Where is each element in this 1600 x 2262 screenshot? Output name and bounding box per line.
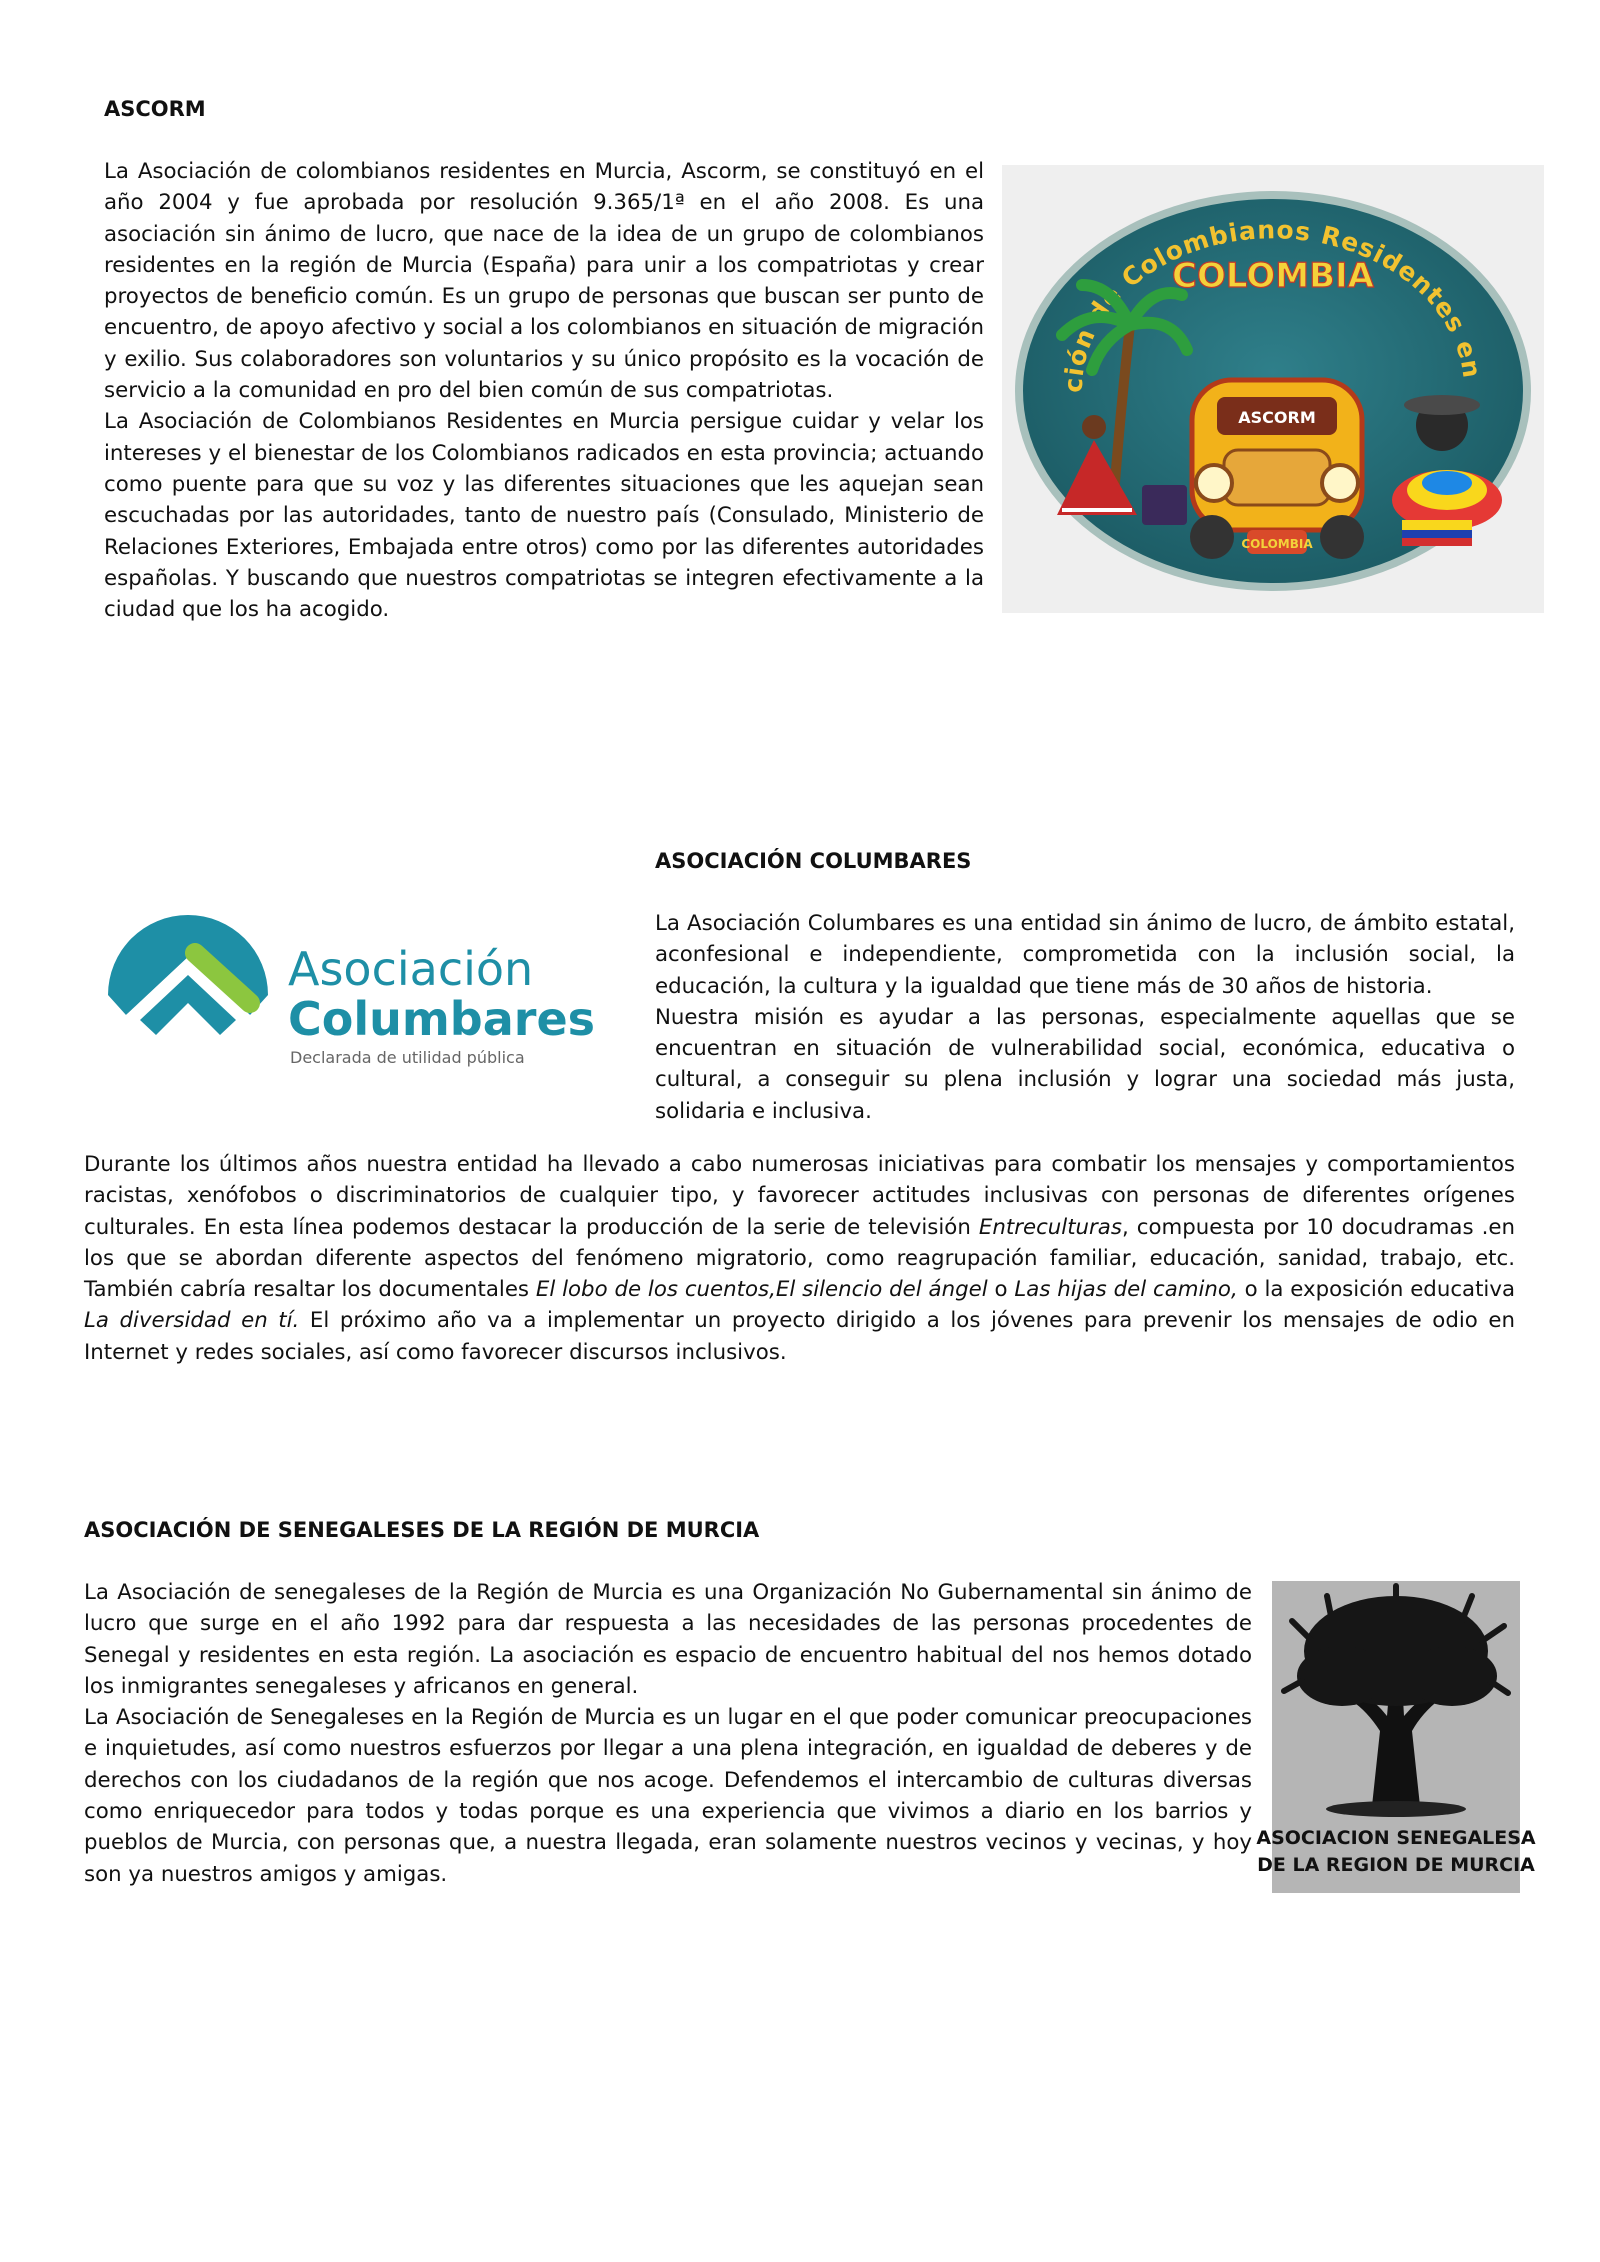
columbares-paragraph-2: Nuestra misión es ayudar a las personas, especialmente aquellas que se encuentran en situación de vulnerabilidad social, económica, educativa o cultural, a conseguir su plena inclusión y lograr una sociedad más justa, solidaria e inclusiva. [655, 1004, 1515, 1124]
senegaleses-body [84, 1577, 1252, 1890]
ascorm-heading: ASCORM [104, 97, 206, 121]
documentary-title: Las hijas del camino, [1014, 1277, 1238, 1303]
senegaleses-paragraph-1: La Asociación de senegaleses de la Región de Murcia es una Organización No Gubernamental sin ánimo de lucro que surge en el año 1992 para dar respuesta a las necesidades de las personas procedentes de Senegal y residentes en esta región. La asociación es espacio de encuentro habitual del nos hemos dotado los inmigrantes senegaleses y africanos en general. [84, 1580, 1252, 1699]
ascorm-logo [1002, 165, 1544, 613]
columbares-logo-line1: Asociación [288, 942, 534, 996]
senegaleses-logo-line2: DE LA REGION DE MURCIA [1257, 1854, 1535, 1876]
ascorm-paragraph-1: La Asociación de colombianos residentes en Murcia, Ascorm, se constituyó en el año 2004 y fue aprobada por resolución 9.365/1ª en el año 2008. Es una asociación sin ánimo de lucro, que nace de la idea de un grupo de colombianos residentes en la región de Murcia (España) para unir a los compatriotas y crear proyectos de beneficio común. Es un grupo de personas que buscan ser punto de encuentro, de apoyo afectivo y social a los colombianos en situación de migración y exilio. Sus colaboradores son voluntarios y su único propósito es la vocación de servicio a la comunidad en pro del bien común de sus compatriotas. [104, 159, 984, 404]
columbares-mark-icon [108, 915, 268, 1073]
ascorm-section [104, 94, 984, 625]
columbares-paragraph-3: Durante los últimos años nuestra entidad ha llevado a cabo numerosas iniciativas para combatir los mensajes y comportamientos racistas, xenófobos o discriminatorios de cualquier tipo, y favorecer actitudes inclusivas con personas de diferentes orígenes culturales. En esta línea podemos destacar la producción de la serie de televisión Entreculturas, compuesta por 10 docudramas .en los que se abordan diferente aspectos del fenómeno migratorio, como reagrupación familiar, educación, sanidad, trabajo, etc. También cabría resaltar los documentales El lobo de los cuentos,El silencio del ángel o Las hijas del camino, o la exposición educativa La diversidad en tí. El próximo año va a implementar un proyecto dirigido a los jóvenes para prevenir los mensajes de odio en Internet y redes sociales, así como favorecer discursos inclusivos. [84, 1152, 1516, 1365]
ascorm-logo-country: COLOMBIA [1172, 256, 1374, 296]
ascorm-logo-badge: ASCORM [1238, 408, 1316, 427]
ascorm-logo-plate: COLOMBIA [1241, 537, 1313, 551]
senegaleses-heading-block [84, 1515, 1515, 1545]
columbares-intro [655, 846, 1515, 1127]
columbares-logo-line2: Columbares [288, 992, 596, 1046]
senegaleses-logo-line1: ASOCIACION SENEGALESA [1256, 1827, 1536, 1849]
columbares-paragraph-1: La Asociación Columbares es una entidad sin ánimo de lucro, de ámbito estatal, aconfesional e independiente, comprometida con la inclusión social, la educación, la cultura y la igualdad que tiene más de 30 años de historia. [655, 911, 1515, 999]
columbares-logo-tagline: Declarada de utilidad pública [290, 1048, 525, 1067]
series-title: Entreculturas [978, 1214, 1122, 1240]
senegaleses-paragraph-2: La Asociación de Senegaleses en la Región de Murcia es un lugar en el que poder comunicar preocupaciones e inquietudes, así como nuestros esfuerzos por llegar a una plena integración, en igualdad de deberes y de derechos con los ciudadanos de la región que nos acoge. Defendemos el intercambio de culturas diversas como enriquecedor para todos y todas porque es una experiencia que vivimos a diario en los barrios y pueblos de Murcia, con personas que, a nuestra llegada, eran solamente nuestros vecinos y vecinas, y hoy son ya nuestros amigos y amigas. [84, 1705, 1252, 1887]
accordion-icon [1142, 485, 1187, 525]
senegaleses-heading: ASOCIACIÓN DE SENEGALESES DE LA REGIÓN DE MURCIA [84, 1518, 760, 1542]
ascorm-paragraph-2: La Asociación de Colombianos Residentes en Murcia persigue cuidar y velar los intereses y el bienestar de los Colombianos radicados en esta provincia; actuando como puente para que su voz y las diferentes situaciones que les aquejan sean escuchadas por las autoridades, tanto de nuestro país (Consulado, Ministerio de Relaciones Exteriores, Embajada entre otros) como por las diferentes autoridades españolas. Y buscando que nuestros compatriotas se integren efectivamente a la ciudad que los ha acogido. [104, 409, 984, 623]
senegaleses-logo [1256, 1581, 1536, 1893]
documentary-titles: El lobo de los cuentos,El silencio del ángel [535, 1277, 988, 1303]
ascorm-logo-arc-text: ción de Colombianos Residentes en [1058, 215, 1487, 394]
columbares-body [84, 1149, 1515, 1368]
columbares-logo [100, 915, 596, 1075]
chiva-bus-icon [1190, 380, 1364, 559]
columbares-heading: ASOCIACIÓN COLUMBARES [655, 849, 972, 873]
exhibition-title: La diversidad en tí. [84, 1308, 300, 1334]
